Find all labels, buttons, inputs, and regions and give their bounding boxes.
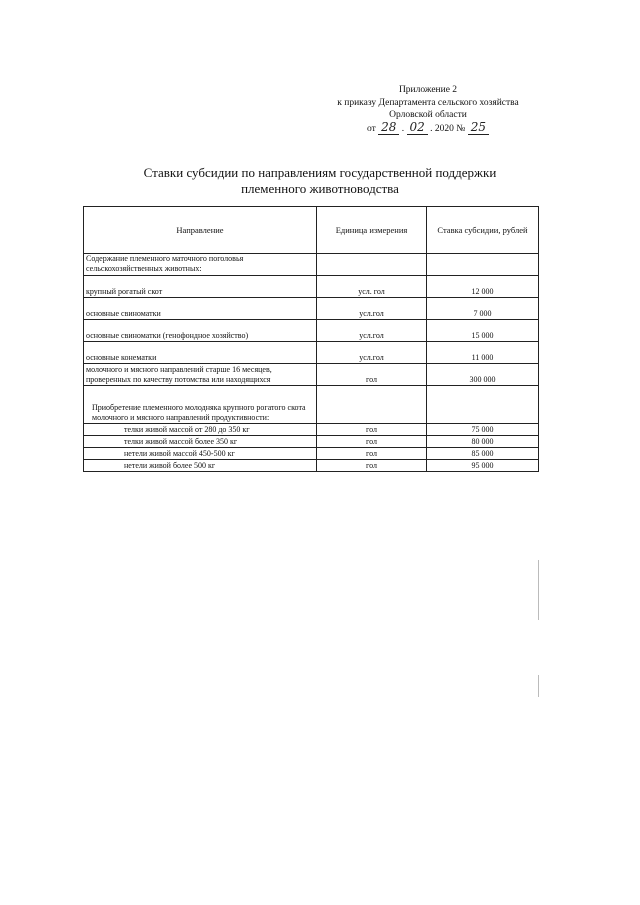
table-row bbox=[84, 424, 539, 436]
appendix-label: Приложение 2 bbox=[398, 85, 458, 95]
region-name: Орловской области bbox=[389, 110, 467, 120]
header-unit: Единица измерения bbox=[317, 207, 427, 254]
cell-direction: молочного и мясного направлений старше 16 месяцев, проверенных по качеству потомства или находящихся bbox=[84, 364, 317, 386]
cell-rate: 95 000 bbox=[427, 460, 539, 472]
cell-rate: 15 000 bbox=[427, 320, 539, 342]
cell-rate: 7 000 bbox=[427, 298, 539, 320]
cell-direction: телки живой массой более 350 кг bbox=[84, 436, 317, 448]
cell-unit: усл.гол bbox=[317, 342, 427, 364]
cell-rate: 85 000 bbox=[427, 448, 539, 460]
cell-unit: гол bbox=[317, 364, 427, 386]
cell-direction: основные конематки bbox=[84, 342, 317, 364]
cell-direction: нетели живой более 500 кг bbox=[84, 460, 317, 472]
cell-unit: гол bbox=[317, 424, 427, 436]
cell-direction: нетели живой массой 450-500 кг bbox=[84, 448, 317, 460]
order-date-line: от 28 . 02 . 2020 № 25 bbox=[318, 122, 538, 136]
scan-artifact-line bbox=[538, 675, 539, 697]
table-header-row bbox=[84, 207, 539, 254]
table-row bbox=[84, 448, 539, 460]
cell-unit: усл.гол bbox=[317, 320, 427, 342]
header-rate: Ставка субсидии, рублей bbox=[427, 207, 539, 254]
cell-unit bbox=[317, 254, 427, 276]
cell-rate: 75 000 bbox=[427, 424, 539, 436]
table-row bbox=[84, 320, 539, 342]
cell-direction: крупный рогатый скот bbox=[84, 276, 317, 298]
handwritten-month: 02 bbox=[407, 120, 428, 135]
document-title bbox=[70, 165, 570, 197]
table-row bbox=[84, 460, 539, 472]
table-row bbox=[84, 386, 539, 424]
table-row bbox=[84, 276, 539, 298]
header-direction: Направление bbox=[84, 207, 317, 254]
order-reference: к приказу Департамента сельского хозяйства bbox=[337, 97, 519, 108]
cell-unit: гол bbox=[317, 436, 427, 448]
cell-direction: Приобретение племенного молодняка крупного рогатого скота молочного и мясного направлений продуктивности: bbox=[84, 386, 317, 424]
cell-unit bbox=[317, 386, 427, 424]
cell-direction: основные свиноматки (генофондное хозяйство) bbox=[84, 320, 317, 342]
cell-direction: Содержание племенного маточного поголовья сельскохозяйственных животных: bbox=[84, 254, 317, 276]
cell-unit: гол bbox=[317, 448, 427, 460]
table-row bbox=[84, 364, 539, 386]
cell-direction: телки живой массой от 280 до 350 кг bbox=[84, 424, 317, 436]
title-line-1: Ставки субсидии по направлениям государственной поддержки bbox=[143, 165, 497, 180]
handwritten-number: 25 bbox=[468, 120, 489, 135]
subsidy-rates-table bbox=[83, 206, 539, 472]
handwritten-day: 28 bbox=[378, 120, 399, 135]
cell-direction: основные свиноматки bbox=[84, 298, 317, 320]
table-row bbox=[84, 298, 539, 320]
cell-rate: 80 000 bbox=[427, 436, 539, 448]
cell-unit: усл.гол bbox=[317, 298, 427, 320]
scan-artifact-line bbox=[538, 560, 539, 620]
cell-rate: 11 000 bbox=[427, 342, 539, 364]
date-prefix: от bbox=[366, 123, 376, 134]
table-row bbox=[84, 436, 539, 448]
cell-unit: гол bbox=[317, 460, 427, 472]
cell-rate: 300 000 bbox=[427, 364, 539, 386]
cell-rate: 12 000 bbox=[427, 276, 539, 298]
order-year: 2020 № bbox=[434, 123, 466, 134]
cell-rate bbox=[427, 386, 539, 424]
cell-rate bbox=[427, 254, 539, 276]
table-row bbox=[84, 254, 539, 276]
appendix-header bbox=[318, 84, 538, 135]
cell-unit: усл. гол bbox=[317, 276, 427, 298]
table-row bbox=[84, 342, 539, 364]
title-line-2: племенного животноводства bbox=[241, 181, 399, 196]
